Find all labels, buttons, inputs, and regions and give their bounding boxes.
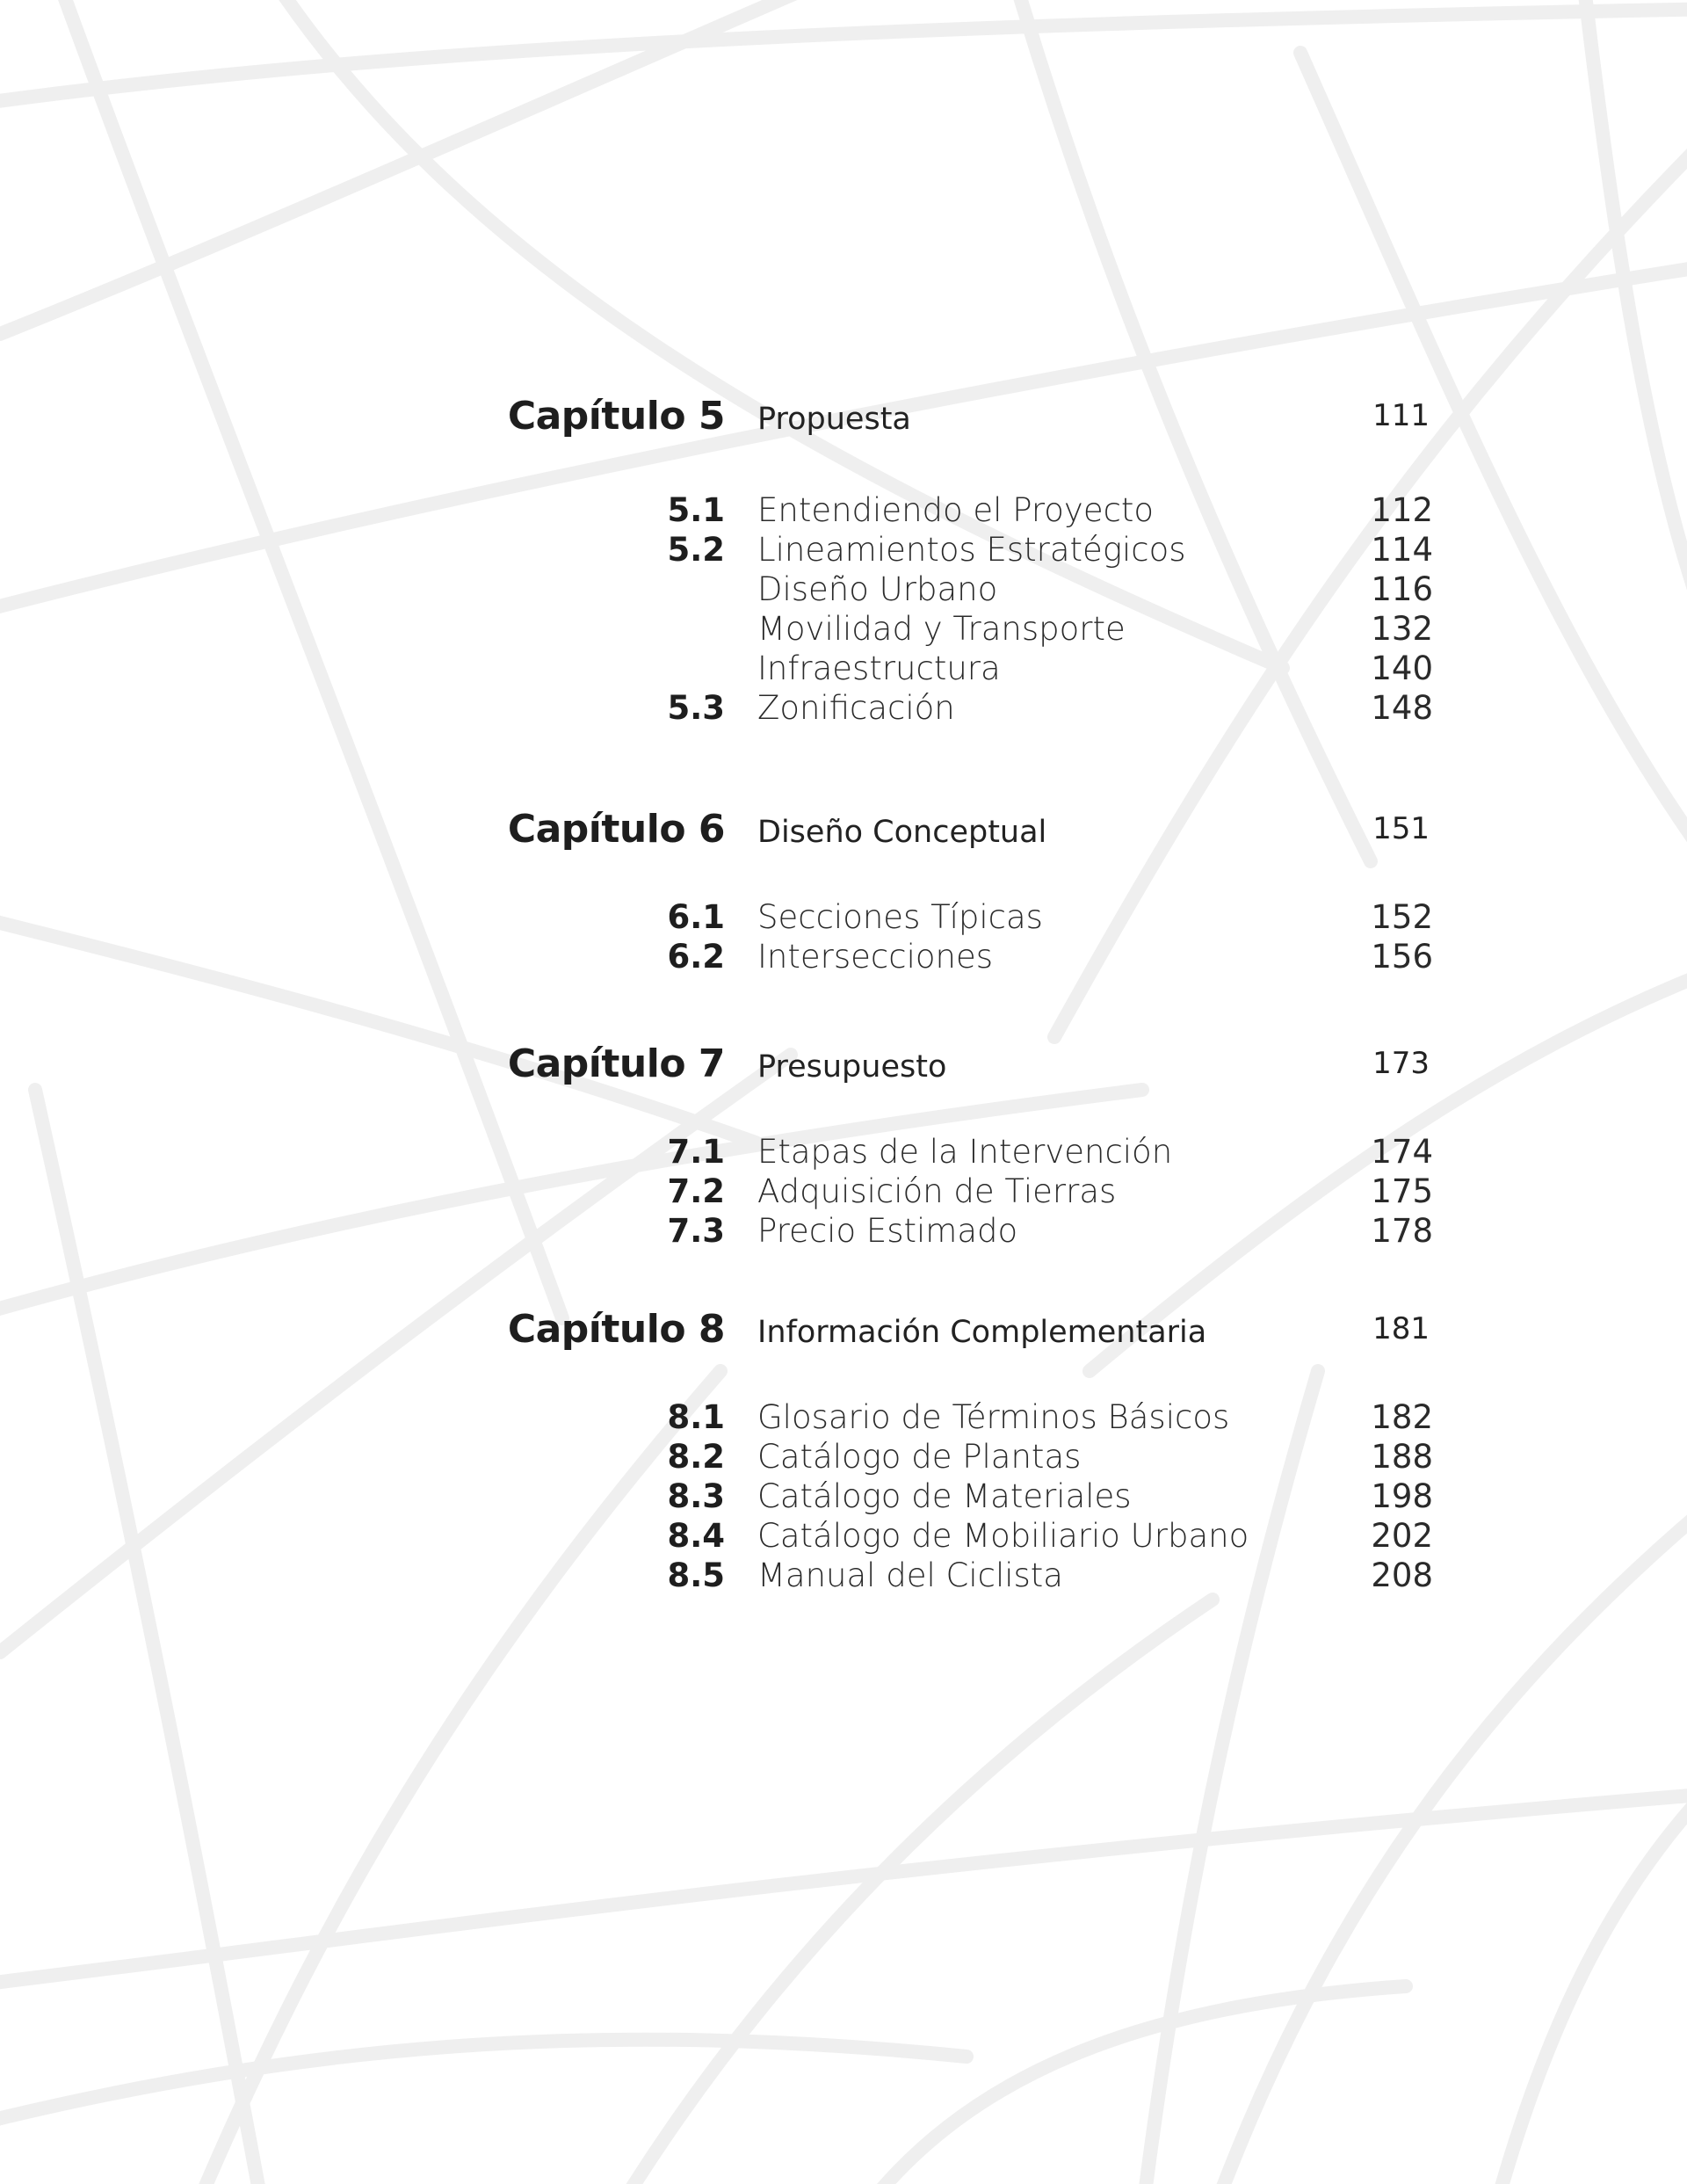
section-page-number: 116 bbox=[1371, 570, 1433, 608]
chapter-page-number: 111 bbox=[1372, 398, 1430, 433]
chapter-label: Capítulo 7 bbox=[507, 1041, 725, 1086]
section-title: Lineamientos Estratégicos bbox=[757, 531, 1186, 569]
section-page-number: 148 bbox=[1371, 689, 1433, 727]
section-number: 7.1 bbox=[667, 1133, 725, 1171]
section-page-number: 140 bbox=[1371, 649, 1433, 687]
section-title: Adquisición de Tierras bbox=[757, 1172, 1117, 1210]
section-title: Catálogo de Materiales bbox=[757, 1477, 1132, 1515]
section-entry bbox=[0, 490, 1687, 530]
section-entry bbox=[0, 1211, 1687, 1251]
section-page-number: 175 bbox=[1371, 1172, 1433, 1210]
chapter-title: Presupuesto bbox=[757, 1049, 947, 1085]
section-entry bbox=[0, 897, 1687, 937]
section-page-number: 208 bbox=[1371, 1556, 1433, 1594]
section-title: Precio Estimado bbox=[757, 1212, 1018, 1250]
section-page-number: 156 bbox=[1371, 938, 1433, 976]
section-page-number: 174 bbox=[1371, 1133, 1433, 1171]
section-page-number: 132 bbox=[1371, 610, 1433, 648]
section-page-number: 178 bbox=[1371, 1212, 1433, 1250]
section-number: 8.5 bbox=[667, 1556, 725, 1594]
section-number: 8.4 bbox=[667, 1517, 725, 1555]
section-number: 8.2 bbox=[667, 1438, 725, 1476]
section-title: Secciones Típicas bbox=[757, 898, 1043, 936]
section-entry bbox=[0, 1437, 1687, 1477]
chapter-page-number: 181 bbox=[1372, 1311, 1430, 1346]
section-page-number: 198 bbox=[1371, 1477, 1433, 1515]
section-number: 6.1 bbox=[667, 898, 725, 936]
chapter-heading bbox=[0, 396, 1687, 437]
section-page-number: 112 bbox=[1371, 491, 1433, 529]
chapter-label: Capítulo 6 bbox=[507, 807, 725, 852]
section-entry bbox=[0, 649, 1687, 688]
chapter-page-number: 173 bbox=[1372, 1046, 1430, 1081]
chapter-heading bbox=[0, 1307, 1687, 1352]
section-entry bbox=[0, 1172, 1687, 1211]
section-number: 8.3 bbox=[667, 1477, 725, 1515]
chapter-page-number: 151 bbox=[1372, 811, 1430, 846]
section-number: 5.1 bbox=[667, 491, 725, 529]
chapter-heading bbox=[0, 809, 1687, 850]
section-number: 7.2 bbox=[667, 1172, 725, 1210]
section-entry bbox=[0, 1556, 1687, 1595]
section-entry bbox=[0, 1477, 1687, 1516]
section-number: 7.3 bbox=[667, 1212, 725, 1250]
chapter-label: Capítulo 5 bbox=[507, 394, 725, 439]
section-title: Entendiendo el Proyecto bbox=[757, 491, 1155, 529]
section-entry bbox=[0, 1132, 1687, 1172]
section-entry bbox=[0, 570, 1687, 609]
section-number: 6.2 bbox=[667, 938, 725, 976]
section-page-number: 182 bbox=[1371, 1398, 1433, 1436]
section-title: Intersecciones bbox=[757, 938, 993, 976]
chapter-label: Capítulo 8 bbox=[507, 1307, 725, 1352]
section-title: Diseño Urbano bbox=[757, 570, 998, 608]
section-title: Infraestructura bbox=[757, 649, 1001, 687]
section-title: Manual del Ciclista bbox=[757, 1556, 1063, 1594]
section-title: Movilidad y Transporte bbox=[757, 610, 1126, 648]
section-number: 5.2 bbox=[667, 531, 725, 569]
section-entry bbox=[0, 688, 1687, 728]
section-title: Catálogo de Plantas bbox=[757, 1438, 1082, 1476]
section-entry bbox=[0, 937, 1687, 976]
section-number: 8.1 bbox=[667, 1398, 725, 1436]
section-title: Catálogo de Mobiliario Urbano bbox=[757, 1517, 1249, 1555]
section-title: Glosario de Términos Básicos bbox=[757, 1398, 1230, 1436]
section-entry bbox=[0, 1516, 1687, 1556]
section-page-number: 114 bbox=[1371, 531, 1433, 569]
section-page-number: 202 bbox=[1371, 1517, 1433, 1555]
section-page-number: 152 bbox=[1371, 898, 1433, 936]
section-number: 5.3 bbox=[667, 689, 725, 727]
section-entry bbox=[0, 609, 1687, 649]
chapter-title: Propuesta bbox=[757, 402, 911, 437]
section-title: Zonificación bbox=[757, 689, 955, 727]
chapter-heading bbox=[0, 1041, 1687, 1086]
section-entry bbox=[0, 1397, 1687, 1437]
section-title: Etapas de la Intervención bbox=[757, 1133, 1173, 1171]
section-page-number: 188 bbox=[1371, 1438, 1433, 1476]
section-entry bbox=[0, 530, 1687, 570]
chapter-title: Diseño Conceptual bbox=[757, 815, 1047, 850]
chapter-title: Información Complementaria bbox=[757, 1315, 1207, 1350]
